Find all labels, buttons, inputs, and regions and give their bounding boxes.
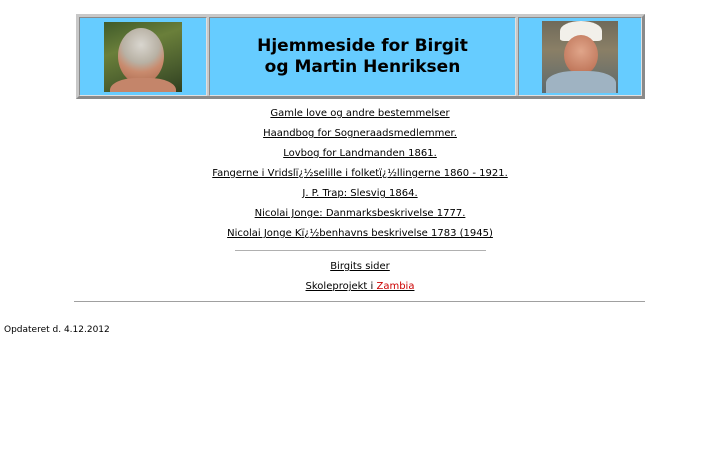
link-jonge-danmark[interactable]: Nicolai Jonge: Danmarksbeskrivelse 1777. — [254, 208, 466, 219]
link-trap-slesvig[interactable]: J. P. Trap: Slesvig 1864. — [302, 188, 418, 199]
photo-shoulder-shape — [110, 78, 176, 92]
photo-face-shape — [118, 28, 164, 84]
link-haandbog[interactable]: Haandbog for Sogneraadsmedlemmer. — [263, 128, 457, 139]
title-line-1: Hjemmeside for Birgit — [257, 35, 468, 56]
link-gamle-love[interactable]: Gamle love og andre bestemmelser — [270, 108, 450, 119]
title-line-2: og Martin Henriksen — [264, 56, 461, 77]
header-left-cell — [79, 17, 207, 96]
photo-face-shape — [564, 35, 598, 75]
main-links — [0, 106, 720, 299]
header-title-cell — [209, 17, 516, 96]
link-fangerne[interactable]: Fangerne i Vridslï¿½selille i folketï¿½llingerne 1860 - 1921. — [212, 168, 508, 179]
zambia-highlight: Zambia — [376, 281, 415, 292]
page-title — [257, 36, 468, 78]
birgit-photo — [104, 22, 182, 92]
skoleprojekt-prefix: Skoleprojekt i — [305, 281, 377, 292]
link-birgits-sider[interactable]: Birgits sider — [330, 261, 390, 272]
link-lovbog[interactable]: Lovbog for Landmanden 1861. — [283, 148, 437, 159]
link-skoleprojekt[interactable] — [0, 279, 720, 299]
martin-photo — [542, 21, 618, 93]
photo-shoulder-shape — [546, 71, 616, 93]
header-right-cell — [518, 17, 642, 96]
header-banner — [76, 14, 645, 99]
inner-divider — [235, 250, 486, 251]
footer-divider — [74, 301, 645, 302]
updated-date: Opdateret d. 4.12.2012 — [4, 325, 110, 335]
link-jonge-kobenhavn[interactable]: Nicolai Jonge Kï¿½benhavns beskrivelse 1783 (1945) — [227, 228, 493, 239]
